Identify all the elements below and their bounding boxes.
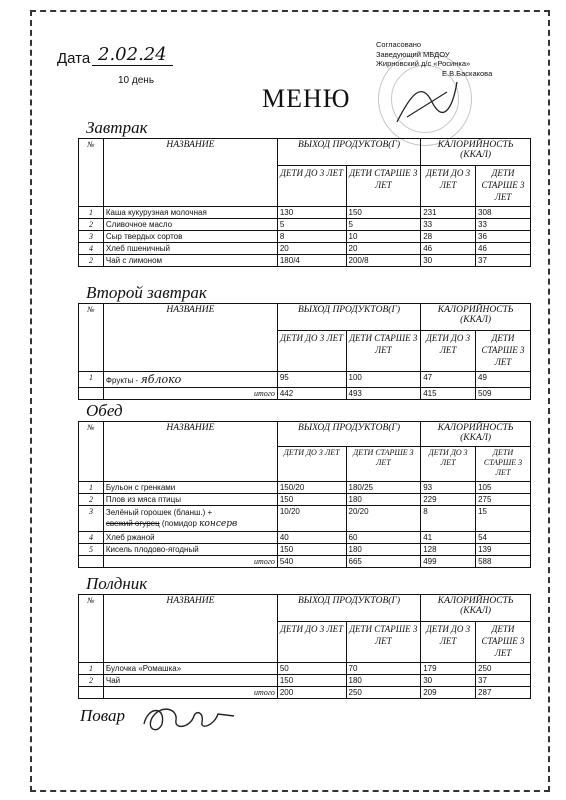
- table-row: 3 Сыр твердых сортов 8 10 28 36: [79, 231, 531, 243]
- cook-signature: [138, 700, 248, 736]
- handwritten-note: яблоко: [140, 373, 182, 386]
- table-row: 1 Бульон с гренками 150/20 180/25 93 105: [79, 482, 531, 494]
- col-no: №: [79, 595, 104, 663]
- col-under3: ДЕТИ ДО 3 ЛЕТ: [277, 622, 346, 663]
- col-under3: ДЕТИ ДО 3 ЛЕТ: [277, 331, 346, 372]
- col-no: №: [79, 304, 104, 372]
- table-row: 2 Плов из мяса птицы 150 180 229 275: [79, 494, 531, 506]
- col-over3: ДЕТИ СТАРШЕ 3 ЛЕТ: [346, 331, 421, 372]
- col-output: ВЫХОД ПРОДУКТОВ(Г): [277, 139, 420, 166]
- col-calories: КАЛОРИЙНОСТЬ (ККАЛ): [421, 595, 531, 622]
- col-name: НАЗВАНИЕ: [103, 422, 277, 482]
- total-row: итого 442 493 415 509: [79, 388, 531, 400]
- breakfast-table: [78, 138, 531, 267]
- col-output: ВЫХОД ПРОДУКТОВ(Г): [277, 304, 420, 331]
- day-number: 10 день: [118, 75, 155, 86]
- total-row: итого 200 250 209 287: [79, 687, 531, 699]
- col-over3: ДЕТИ СТАРШЕ 3 ЛЕТ: [476, 622, 531, 663]
- col-name: НАЗВАНИЕ: [103, 304, 277, 372]
- col-calories: КАЛОРИЙНОСТЬ (ККАЛ): [421, 139, 531, 166]
- approval-line: Согласовано: [376, 40, 422, 49]
- col-over3: ДЕТИ СТАРШЕ 3 ЛЕТ: [476, 331, 531, 372]
- total-label: итого: [103, 556, 277, 568]
- total-row: итого 540 665 499 588: [79, 556, 531, 568]
- col-under3: ДЕТИ ДО 3 ЛЕТ: [421, 166, 476, 207]
- col-no: №: [79, 422, 104, 482]
- approval-line: Заведующий МБДОУ: [376, 49, 450, 59]
- table-row: 4 Хлеб пшеничный 20 20 46 46: [79, 243, 531, 255]
- col-over3: ДЕТИ СТАРШЕ 3 ЛЕТ: [346, 166, 421, 207]
- table-row: 1 Фрукты - яблоко 95 100 47 49: [79, 372, 531, 388]
- col-output: ВЫХОД ПРОДУКТОВ(Г): [277, 422, 420, 447]
- table-row: 1 Каша кукурузная молочная 130 150 231 308: [79, 207, 531, 219]
- col-no: №: [79, 139, 104, 207]
- head-signature: [392, 72, 462, 132]
- col-calories: КАЛОРИЙНОСТЬ (ККАЛ): [421, 422, 531, 447]
- col-over3: ДЕТИ СТАРШЕ 3 ЛЕТ: [476, 166, 531, 207]
- col-under3: ДЕТИ ДО 3 ЛЕТ: [277, 447, 346, 482]
- lunch-table: [78, 421, 531, 568]
- table-row: 4 Хлеб ржаной 40 60 41 54: [79, 532, 531, 544]
- table-row: 3 Зелёный горошек (бланш.) + свежий огурец (помидор консерв 10/20 20/20 8 15: [79, 506, 531, 532]
- table-row: 5 Кисель плодово-ягодный 150 180 128 139: [79, 544, 531, 556]
- section-title-snack: Полдник: [86, 574, 148, 593]
- col-over3: ДЕТИ СТАРШЕ 3 ЛЕТ: [346, 622, 421, 663]
- total-label: итого: [103, 687, 277, 699]
- col-under3: ДЕТИ ДО 3 ЛЕТ: [421, 331, 476, 372]
- col-under3: ДЕТИ ДО 3 ЛЕТ: [277, 166, 346, 207]
- col-over3: ДЕТИ СТАРШЕ 3 ЛЕТ: [476, 447, 531, 482]
- page-title: МЕНЮ: [262, 84, 351, 113]
- section-title-second-breakfast: Второй завтрак: [86, 283, 207, 302]
- table-row: 2 Сливочное масло 5 5 33 33: [79, 219, 531, 231]
- col-output: ВЫХОД ПРОДУКТОВ(Г): [277, 595, 420, 622]
- col-over3: ДЕТИ СТАРШЕ 3 ЛЕТ: [346, 447, 421, 482]
- approval-line: Жирновский д/с «Росинка»: [376, 59, 471, 68]
- col-under3: ДЕТИ ДО 3 ЛЕТ: [421, 447, 476, 482]
- handwritten-note: консерв: [199, 519, 238, 529]
- table-row: 2 Чай 150 180 30 37: [79, 675, 531, 687]
- col-name: НАЗВАНИЕ: [103, 595, 277, 663]
- table-row: 1 Булочка «Ромашка» 50 70 179 250: [79, 663, 531, 675]
- date-value: 2.02.24: [92, 44, 173, 66]
- second-breakfast-table: [78, 303, 531, 400]
- col-calories: КАЛОРИЙНОСТЬ (ККАЛ): [421, 304, 531, 331]
- snack-table: [78, 594, 531, 699]
- date-label: Дата: [57, 50, 91, 67]
- cook-label: Повар: [80, 706, 126, 725]
- col-name: НАЗВАНИЕ: [103, 139, 277, 207]
- section-title-lunch: Обед: [86, 401, 123, 420]
- col-under3: ДЕТИ ДО 3 ЛЕТ: [421, 622, 476, 663]
- approval-line: Е.В.Баскакова: [442, 68, 493, 78]
- section-title-breakfast: Завтрак: [86, 118, 148, 137]
- table-row: 2 Чай с лимоном 180/4 200/8 30 37: [79, 255, 531, 267]
- total-label: итого: [103, 388, 277, 400]
